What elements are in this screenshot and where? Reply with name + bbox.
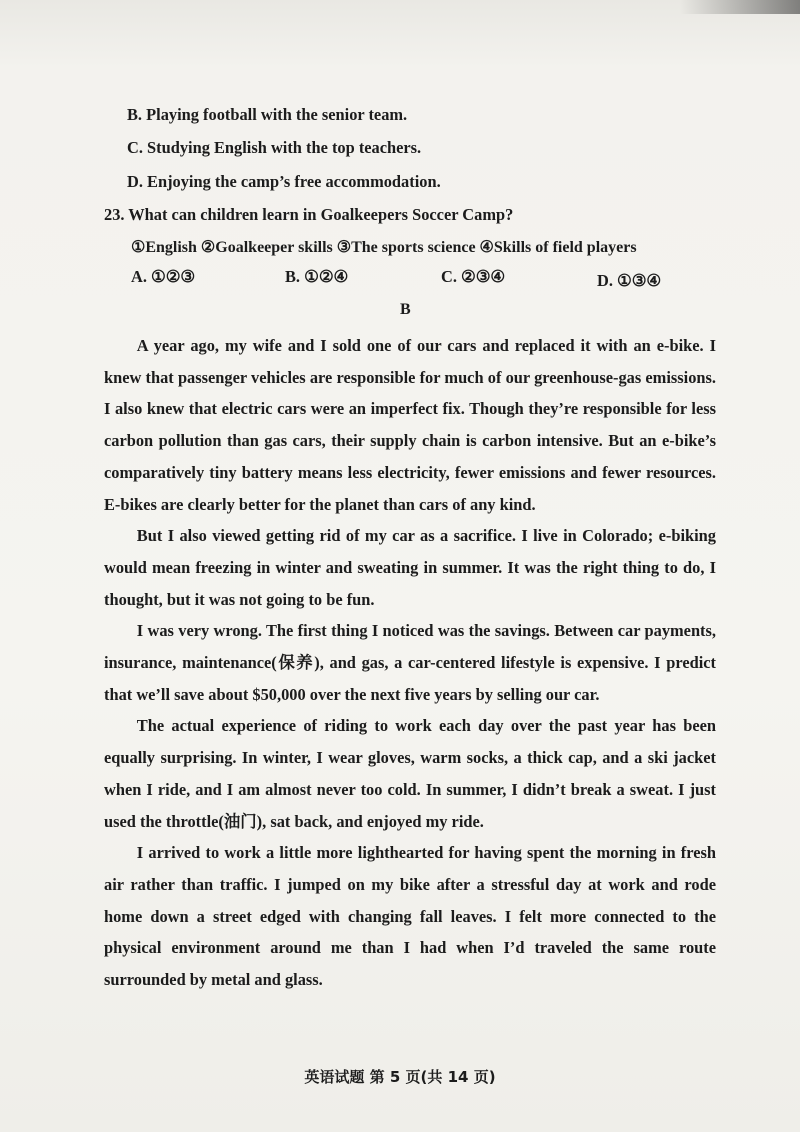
passage-paragraph: The actual experience of riding to work each day over the past year has been equally surprising. In winter, I wear gloves, warm socks, a thick cap, and a ski jacket when I ride, and I am almost never too cold. In summer, I didn’t break a sweat. I just used the throttle(油门), sat back, and enjoyed my ride.	[104, 716, 716, 831]
passage-paragraph: I was very wrong. The first thing I noticed was the savings. Between car payments, insurance, maintenance(保养), and gas, a car-centered lifestyle is expensive. I predict that we’ll save about $50,000 over the next five years by selling our car.	[104, 621, 716, 704]
q23-option-b: B. ①②④	[285, 267, 349, 286]
section-heading: B	[400, 301, 411, 318]
q23-option-a: A. ①②③	[131, 267, 196, 286]
option-c: C. Studying English with the top teachers.	[127, 138, 422, 157]
option-d: D. Enjoying the camp’s free accommodation.	[127, 172, 441, 191]
question-23-options	[131, 267, 691, 289]
q23-option-d: D. ①③④	[597, 271, 662, 290]
page-edge-shadow	[680, 0, 800, 14]
option-b: B. Playing football with the senior team.	[127, 105, 408, 124]
question-23-stem: 23. What can children learn in Goalkeepers Soccer Camp?	[104, 205, 514, 224]
passage-paragraph: I arrived to work a little more lighthearted for having spent the morning in fresh air rather than traffic. I jumped on my bike after a stressful day at work and rode home down a street edged with changing fall leaves. I felt more connected to the physical environment around me than I had when I’d traveled the same route surrounded by metal and glass.	[104, 843, 716, 990]
q23-option-c: C. ②③④	[441, 267, 506, 286]
passage-paragraph: But I also viewed getting rid of my car as a sacrifice. I live in Colorado; e-biking would mean freezing in winter and sweating in summer. It was the right thing to do, I thought, but it was not going to be fun.	[104, 526, 716, 609]
page-footer: 英语试题 第 5 页(共 14 页)	[304, 1068, 496, 1086]
passage-body	[104, 330, 716, 996]
question-23-items: ①English ②Goalkeeper skills ③The sports science ④Skills of field players	[131, 239, 637, 256]
passage-paragraph: A year ago, my wife and I sold one of our cars and replaced it with an e-bike. I knew that passenger vehicles are responsible for much of our greenhouse-gas emissions. I also knew that electric cars were an imperfect fix. Though they’re responsible for less carbon pollution than gas cars, their supply chain is carbon intensive. But an e-bike’s comparatively tiny battery means less electricity, fewer emissions and fewer resources. E-bikes are clearly better for the planet than cars of any kind.	[104, 336, 716, 514]
